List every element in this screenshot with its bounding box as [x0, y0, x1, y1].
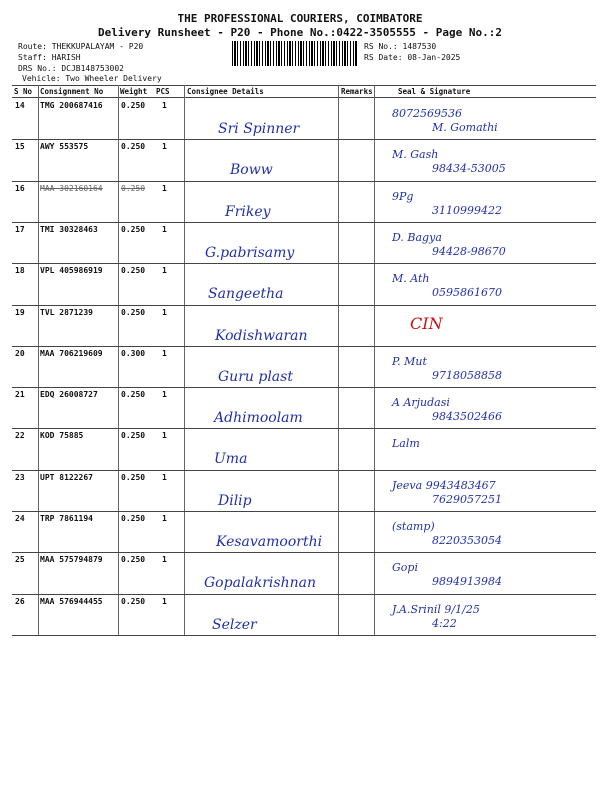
row-rule	[12, 511, 596, 512]
row-rule	[12, 181, 596, 182]
row-signature: 9Pg	[392, 189, 414, 203]
row-sno: 19	[15, 307, 25, 317]
row-pcs: 1	[162, 390, 167, 400]
row-consignee-handwriting: Boww	[230, 162, 273, 179]
row-consignment: MAA 575794879	[40, 555, 103, 565]
barcode	[232, 41, 358, 66]
row-consignee-handwriting: Gopalakrishnan	[204, 575, 316, 592]
row-weight: 0.250	[121, 431, 146, 441]
row-sno: 21	[15, 390, 25, 400]
rs-date-label: RS Date: 08-Jan-2025	[364, 53, 461, 62]
row-consignment: KOD 75885	[40, 431, 84, 441]
row-sno: 25	[15, 555, 25, 565]
row-weight: 0.250	[121, 514, 146, 523]
row-rule	[12, 305, 596, 306]
header-bottom-rule	[12, 97, 596, 98]
row-rule	[12, 346, 596, 347]
row-signature: Lalm	[392, 437, 420, 451]
row-pcs: 1	[162, 472, 167, 482]
row-signature-phone: 9843502466	[432, 410, 502, 424]
drs-label: DRS No.: DCJB148753002	[18, 64, 124, 73]
row-signature-phone: 98434-53005	[432, 162, 506, 176]
row-signature-phone: M. Gomathi	[432, 121, 498, 134]
row-weight: 0.250	[121, 266, 146, 276]
row-rule	[12, 594, 596, 595]
row-signature-phone: 3110999422	[432, 203, 502, 217]
row-weight: 0.250	[121, 183, 146, 193]
row-pcs: 1	[162, 348, 167, 358]
row-pcs: 1	[162, 266, 167, 276]
row-consignment: TMI 30328463	[40, 224, 98, 234]
row-signature: M. Gash	[392, 148, 439, 162]
row-consignment: TMG 200687416	[40, 101, 103, 110]
row-consignment: VPL 405986919	[40, 266, 103, 276]
row-weight: 0.250	[121, 224, 146, 234]
row-pcs: 1	[162, 514, 167, 523]
route-label: Route: THEKKUPALAYAM - P20	[18, 42, 144, 51]
row-consignment: MAA 302160164	[40, 183, 103, 193]
row-pcs: 1	[162, 142, 167, 152]
row-consignee-handwriting: Guru plast	[218, 368, 293, 385]
row-signature: J.A.Srinil 9/1/25	[392, 602, 480, 616]
row-consignee-handwriting: Kodishwaran	[215, 327, 308, 344]
row-consignment: MAA 706219609	[40, 348, 103, 358]
row-pcs: 1	[162, 224, 167, 234]
row-signature: D. Bagya	[392, 230, 442, 244]
row-consignment: TVL 2871239	[40, 307, 93, 317]
row-rule	[12, 139, 596, 140]
row-consignee-handwriting: G.pabrisamy	[205, 244, 295, 261]
row-weight: 0.300	[121, 348, 146, 358]
row-sno: 26	[15, 596, 25, 606]
row-signature: Jeeva 9943483467	[392, 478, 496, 492]
row-sno: 15	[15, 142, 25, 152]
document-title: THE PROFESSIONAL COURIERS, COIMBATORE	[177, 12, 423, 25]
table-top-rule	[12, 85, 596, 86]
row-rule	[12, 387, 596, 388]
rs-no-label: RS No.: 1487530	[364, 42, 437, 51]
row-signature-phone: 94428-98670	[432, 244, 506, 258]
col-header-weight: Weight	[120, 87, 148, 96]
row-consignment: TRP 7861194	[40, 514, 93, 523]
row-consignee-handwriting: Frikey	[225, 203, 271, 220]
row-pcs: 1	[162, 101, 167, 110]
row-sno: 24	[15, 514, 25, 523]
row-pcs: 1	[162, 183, 167, 193]
row-consignment: AWY 553575	[40, 142, 89, 152]
row-sno: 22	[15, 431, 25, 441]
row-signature-phone: 4:22	[432, 616, 457, 630]
row-sno: 23	[15, 472, 25, 482]
row-signature-phone: 0595861670	[432, 286, 502, 300]
row-consignee-handwriting: Sangeetha	[208, 286, 284, 303]
row-weight: 0.250	[121, 596, 146, 606]
col-header-pcs: PCS	[156, 87, 170, 96]
staff-label: Staff: HARISH	[18, 53, 81, 62]
row-rule	[12, 635, 596, 636]
row-rule	[12, 263, 596, 264]
row-signature-phone: 9894913984	[432, 575, 502, 589]
col-header-sno: S No	[14, 87, 33, 96]
row-signature: A Arjudasi	[392, 396, 450, 410]
row-consignee-handwriting: Uma	[214, 451, 248, 468]
row-weight: 0.250	[121, 101, 146, 110]
row-sno: 18	[15, 266, 25, 276]
row-sno: 14	[15, 101, 25, 110]
row-pcs: 1	[162, 596, 167, 606]
row-consignee-handwriting: Kesavamoorthi	[216, 534, 323, 550]
row-consignment: UPT 8122267	[40, 472, 93, 482]
col-header-consignee: Consignee Details	[187, 87, 264, 96]
row-consignee-handwriting: Dilip	[218, 492, 252, 509]
row-consignee-handwriting: Sri Spinner	[218, 121, 300, 137]
row-signature: (stamp)	[392, 520, 435, 533]
row-weight: 0.250	[121, 307, 146, 317]
row-weight: 0.250	[121, 390, 146, 400]
row-consignment: EDQ 26008727	[40, 390, 98, 400]
col-header-signature: Seal & Signature	[398, 87, 471, 96]
row-consignment: MAA 576944455	[40, 596, 103, 606]
row-pcs: 1	[162, 307, 167, 317]
row-pcs: 1	[162, 555, 167, 565]
row-signature-phone: 7629057251	[432, 492, 502, 506]
document-subtitle: Delivery Runsheet - P20 - Phone No.:0422-3505555 - Page No.:2	[98, 26, 502, 39]
row-rule	[12, 428, 596, 429]
row-rule	[12, 470, 596, 471]
row-signature: CIN	[410, 313, 443, 333]
col-header-consignment: Consignment No	[40, 87, 104, 96]
row-sno: 20	[15, 348, 25, 358]
row-weight: 0.250	[121, 142, 146, 152]
row-sno: 17	[15, 224, 25, 234]
row-signature: Gopi	[392, 561, 418, 575]
row-weight: 0.250	[121, 555, 146, 565]
row-pcs: 1	[162, 431, 167, 441]
row-rule	[12, 222, 596, 223]
row-consignee-handwriting: Adhimoolam	[214, 410, 303, 427]
row-consignee-handwriting: Selzer	[212, 616, 257, 633]
row-signature: M. Ath	[392, 272, 430, 286]
row-signature: P. Mut	[392, 354, 427, 368]
row-sno: 16	[15, 183, 25, 193]
row-signature-phone: 8220353054	[432, 534, 502, 547]
row-signature: 8072569536	[392, 107, 462, 120]
col-header-remarks: Remarks	[341, 87, 373, 96]
row-weight: 0.250	[121, 472, 146, 482]
row-rule	[12, 552, 596, 553]
row-signature-phone: 9718058858	[432, 368, 502, 382]
vehicle-label: Vehicle: Two Wheeler Delivery	[22, 74, 162, 83]
